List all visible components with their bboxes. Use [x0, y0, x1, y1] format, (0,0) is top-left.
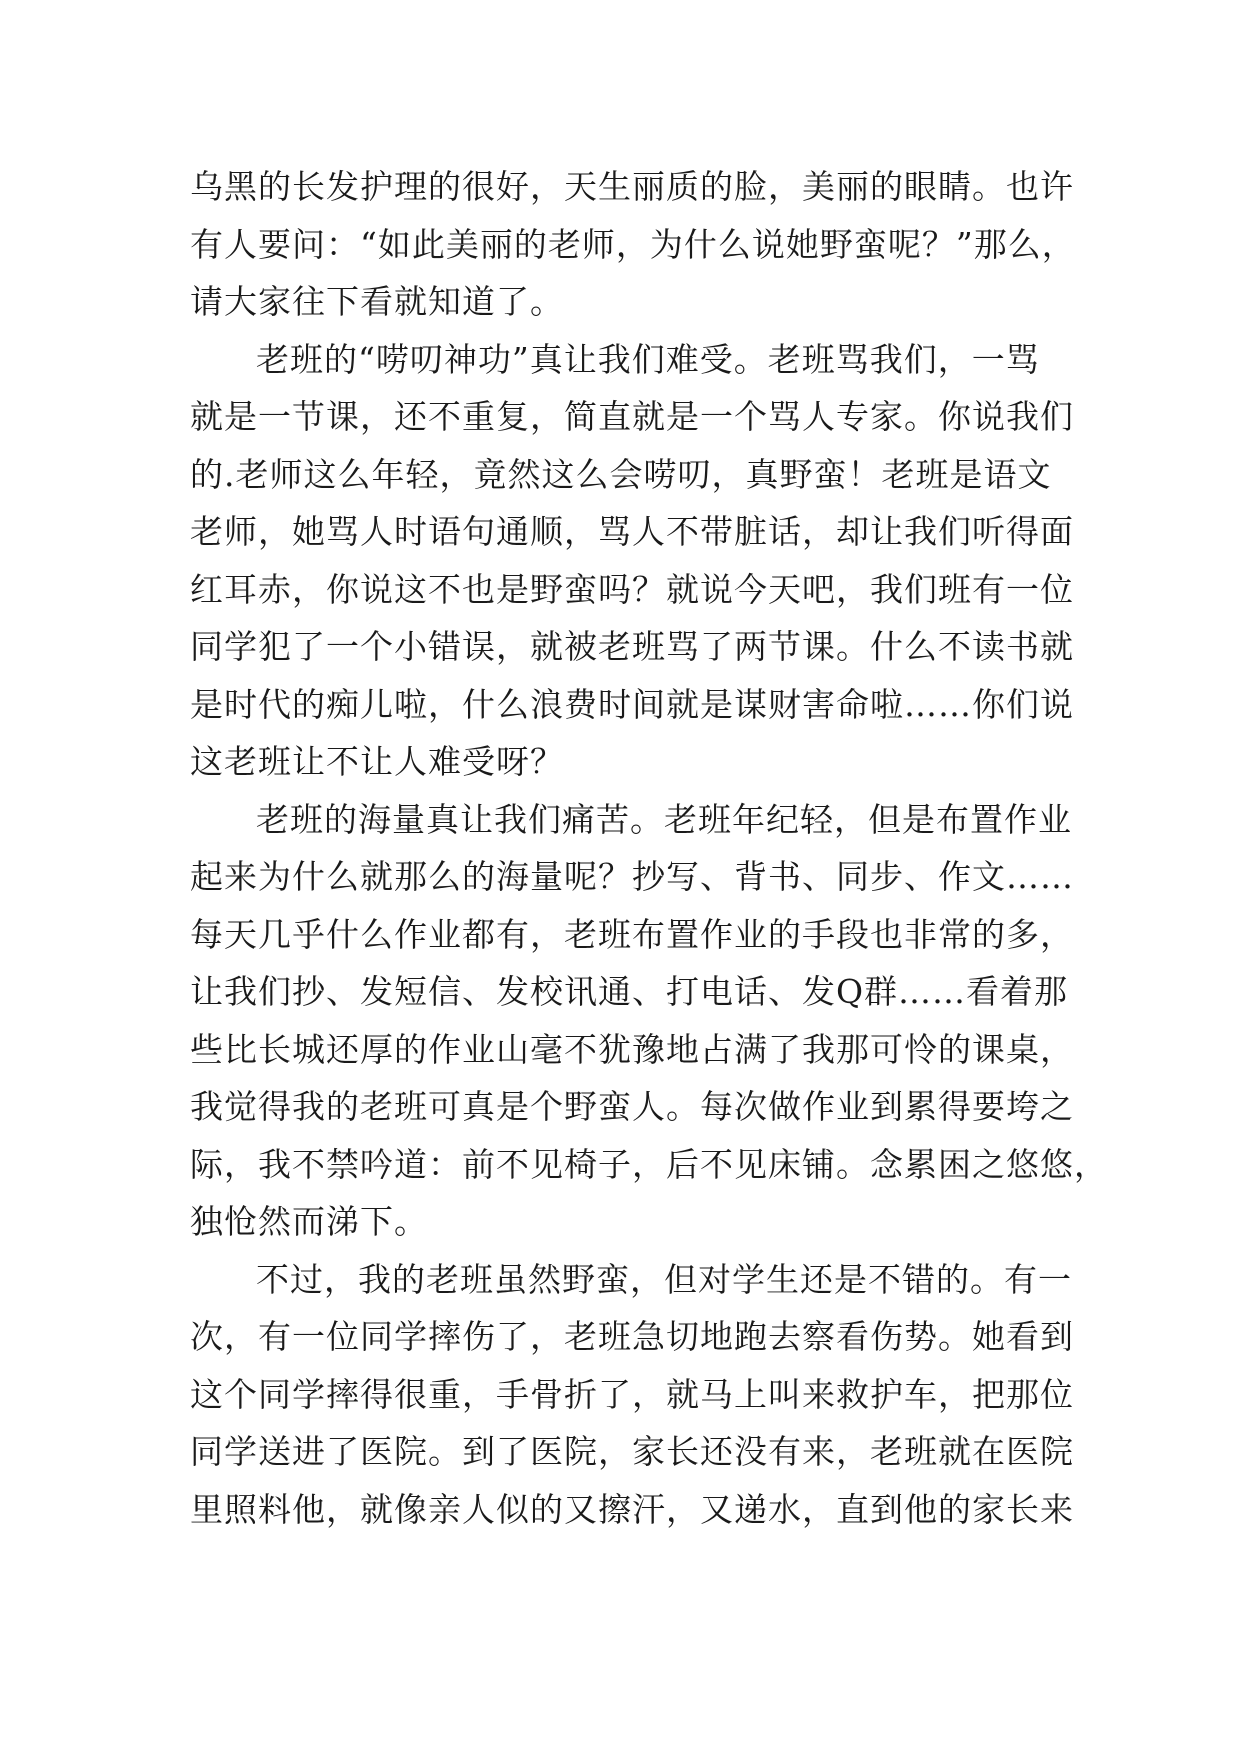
text-line: 红耳赤，你说这不也是野蛮吗？就说今天吧，我们班有一位	[190, 569, 1074, 609]
text-line: 有人要问：“如此美丽的老师，为什么说她野蛮呢？”那么，	[190, 224, 1076, 264]
text-line: 就是一节课，还不重复，简直就是一个骂人专家。你说我们	[190, 397, 1074, 436]
body-text	[190, 158, 1108, 1538]
text-line: 起来为什么就那么的海量呢？抄写、背书、同步、作文……	[190, 857, 1074, 896]
text-line: 里照料他，就像亲人似的又擦汗，又递水，直到他的家长来	[190, 1489, 1074, 1529]
text-line: 乌黑的长发护理的很好，天生丽质的脸，美丽的眼睛。也许	[190, 167, 1074, 206]
text-line: 些比长城还厚的作业山毫不犹豫地占满了我那可怜的课桌，	[190, 1029, 1074, 1069]
text-line: 的.老师这么年轻，竟然这么会唠叨，真野蛮！老班是语文	[190, 454, 1052, 494]
text-line: 每天几乎什么作业都有，老班布置作业的手段也非常的多，	[190, 914, 1074, 954]
text-line: 这个同学摔得很重，手骨折了，就马上叫来救护车，把那位	[190, 1374, 1074, 1414]
text-line: 我觉得我的老班可真是个野蛮人。每次做作业到累得要垮之	[190, 1087, 1074, 1126]
text-line: 请大家往下看就知道了。	[190, 282, 564, 321]
text-line: 是时代的痴儿啦，什么浪费时间就是谋财害命啦……你们说	[190, 684, 1074, 724]
paragraph-first-line: 老班的海量真让我们痛苦。老班年纪轻，但是布置作业	[256, 799, 1072, 839]
paragraph-first-line: 老班的“唠叨神功”真让我们难受。老班骂我们，一骂	[256, 339, 1040, 379]
text-line: 同学犯了一个小错误，就被老班骂了两节课。什么不读书就	[190, 627, 1074, 666]
text-line: 同学送进了医院。到了医院，家长还没有来，老班就在医院	[190, 1432, 1074, 1471]
text-line: 独怆然而涕下。	[190, 1202, 428, 1241]
paragraph-first-line: 不过，我的老班虽然野蛮，但对学生还是不错的。有一	[256, 1259, 1072, 1299]
text-line: 让我们抄、发短信、发校讯通、打电话、发Q群……看着那	[190, 972, 1069, 1011]
text-line: 老师，她骂人时语句通顺，骂人不带脏话，却让我们听得面	[190, 512, 1074, 551]
text-line: 际，我不禁吟道：前不见椅子，后不见床铺。念累困之悠悠，	[190, 1144, 1108, 1184]
text-line: 次，有一位同学摔伤了，老班急切地跑去察看伤势。她看到	[190, 1317, 1074, 1356]
text-line: 这老班让不让人难受呀？	[190, 742, 564, 781]
